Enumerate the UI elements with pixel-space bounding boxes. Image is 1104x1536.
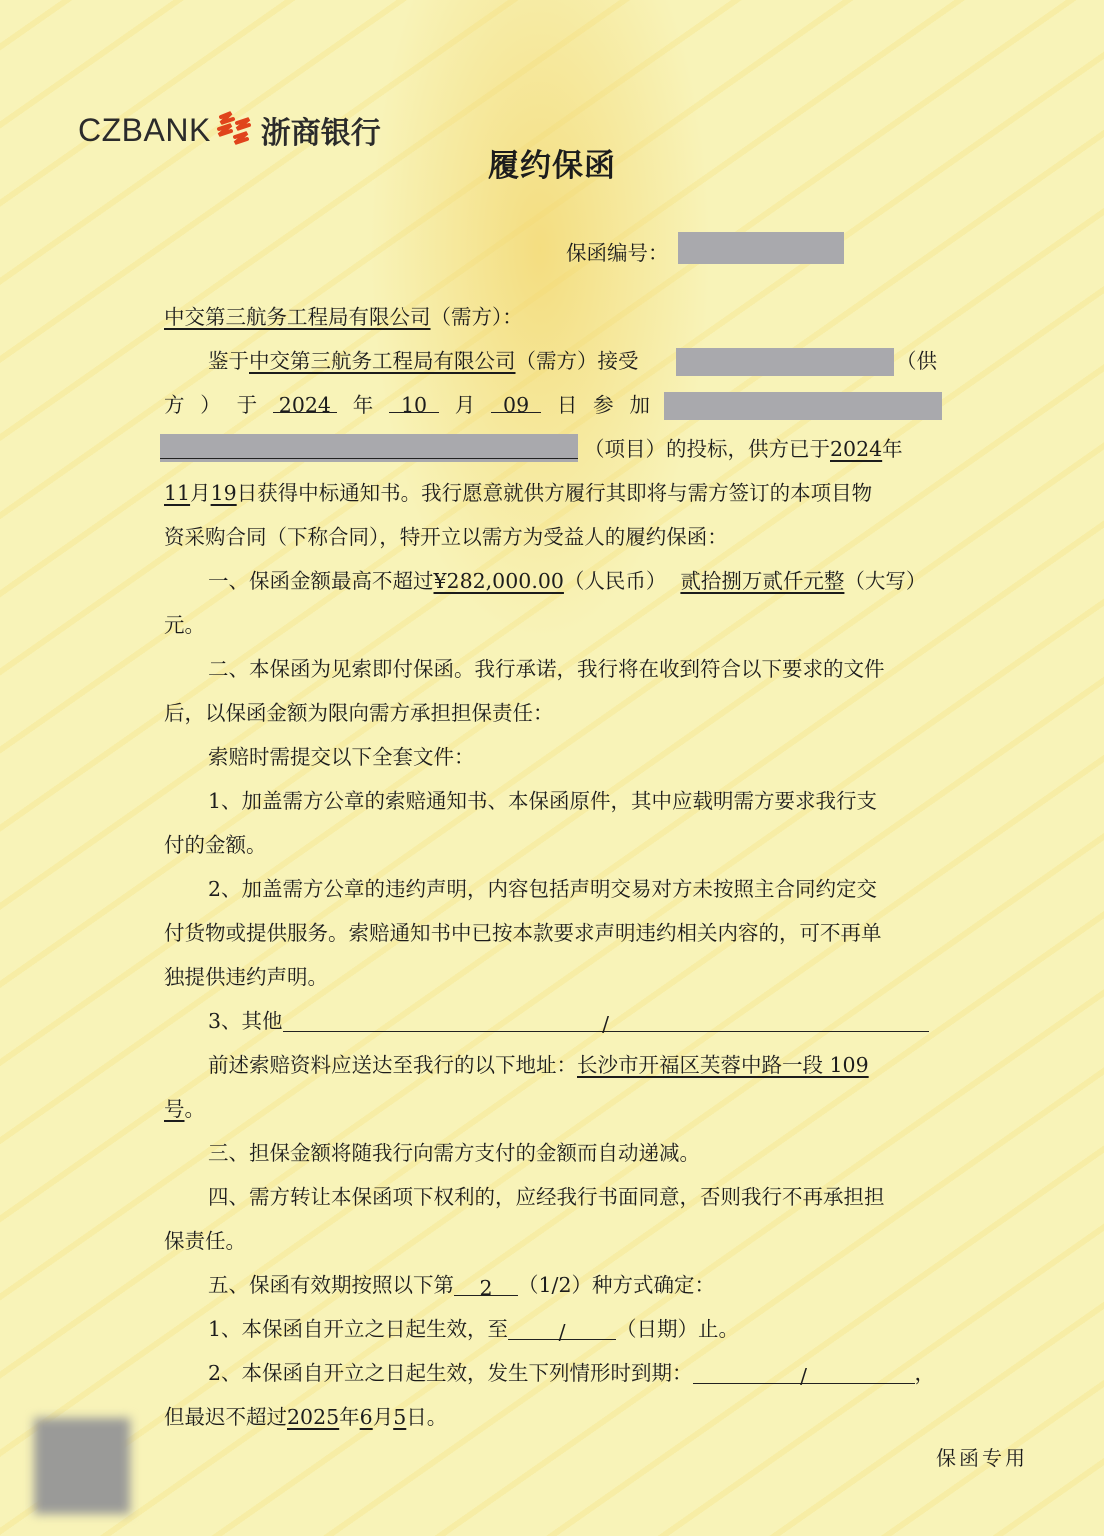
clause-text: 1、本保函自开立之日起生效，至 bbox=[208, 1317, 509, 1341]
validity-option-choice: 2 bbox=[454, 1273, 518, 1296]
clause-1-line-1 bbox=[208, 566, 936, 596]
clause-text: 。 bbox=[184, 1097, 205, 1121]
latest-expiry-month: 6 bbox=[359, 1405, 373, 1429]
clause-text: ， bbox=[914, 1361, 936, 1385]
claim-item-1-line-2: 付的金额。 bbox=[164, 833, 267, 857]
intro-text: （项目）的投标，供方已于 bbox=[584, 437, 830, 461]
supplier-suffix: （供 bbox=[896, 349, 937, 373]
clause-4-line-2: 保责任。 bbox=[164, 1229, 246, 1253]
clause-text: 2、本保函自开立之日起生效，发生下列情形时到期： bbox=[208, 1361, 693, 1385]
clause-text: （大写） bbox=[844, 569, 927, 593]
guarantee-amount: ¥282,000.00 bbox=[433, 569, 564, 593]
bid-year: 2024 bbox=[273, 390, 337, 413]
guarantee-number-label: 保函编号： bbox=[566, 241, 669, 265]
clause-text: 3、其他 bbox=[208, 1009, 283, 1033]
intro-text: 于 bbox=[236, 393, 258, 417]
address-line-1 bbox=[208, 1050, 936, 1080]
document-title: 履约保函 bbox=[488, 148, 616, 184]
claim-item-1-line-1: 1、加盖需方公章的索赔通知书、本保函原件，其中应载明需方要求我行支 bbox=[208, 789, 878, 813]
latest-expiry-year: 2025 bbox=[287, 1405, 340, 1429]
claim-item-2-line-1: 2、加盖需方公章的违约声明，内容包括声明交易对方未按照主合同约定交 bbox=[208, 877, 878, 901]
award-year: 2024 bbox=[830, 437, 883, 461]
intro-text: 月 bbox=[454, 393, 476, 417]
intro-text: 日 bbox=[556, 393, 578, 417]
intro-text: 月 bbox=[190, 481, 211, 505]
redacted-guarantee-number bbox=[678, 232, 844, 264]
clause-text: 前述索赔资料应送达至我行的以下地址： bbox=[208, 1053, 577, 1077]
clause-text: 日。 bbox=[406, 1405, 448, 1429]
clause-text: （日期）止。 bbox=[616, 1317, 740, 1341]
logo-english-text: CZBANK bbox=[78, 111, 211, 148]
clause-text: 月 bbox=[372, 1405, 394, 1429]
redacted-project-name-part-1 bbox=[664, 392, 942, 420]
intro-text: 方 bbox=[164, 393, 185, 417]
intro-text: 年 bbox=[882, 437, 903, 461]
address-line-2 bbox=[164, 1094, 936, 1124]
clause-text: 但最迟不超过 bbox=[164, 1405, 287, 1429]
claim-docs-intro: 索赔时需提交以下全套文件： bbox=[208, 745, 475, 769]
other-docs-blank: / bbox=[283, 1009, 929, 1032]
intro-text: 参 bbox=[593, 393, 614, 417]
claim-item-2-line-2: 付货物或提供服务。索赔通知书中已按本款要求声明违约相关内容的，可不再单 bbox=[164, 921, 882, 945]
expiry-condition: / bbox=[693, 1361, 915, 1384]
intro-line-5: 资采购合同（下称合同），特开立以需方为受益人的履约保函： bbox=[164, 525, 728, 549]
intro-line-2 bbox=[164, 390, 650, 420]
clause-text: （人民币） bbox=[563, 569, 667, 593]
addressee-role: （需方）： bbox=[430, 305, 523, 329]
intro-text: 日获得中标通知书。我行愿意就供方履行其即将与需方签订的本项目物 bbox=[236, 481, 873, 505]
claim-item-2-line-3: 独提供违约声明。 bbox=[164, 965, 328, 989]
clause-3: 三、担保金额将随我行向需方支付的金额而自动递减。 bbox=[208, 1141, 700, 1165]
addressee-line bbox=[164, 302, 936, 332]
latest-expiry-day: 5 bbox=[393, 1405, 407, 1429]
intro-text: 年 bbox=[352, 393, 374, 417]
clause-text: （1/2）种方式确定： bbox=[518, 1273, 715, 1297]
award-day: 19 bbox=[210, 481, 237, 505]
clause-text: 五、保函有效期按照以下第 bbox=[208, 1273, 454, 1297]
blurred-qr-code bbox=[34, 1418, 130, 1514]
intro-text: 鉴于 bbox=[208, 349, 249, 373]
clause-1-line-2: 元。 bbox=[164, 613, 205, 637]
bid-day: 09 bbox=[491, 390, 541, 413]
validity-option-2 bbox=[208, 1358, 936, 1388]
intro-text: （需方）接受 bbox=[515, 349, 639, 373]
intro-line-4 bbox=[164, 478, 936, 508]
validity-option-1 bbox=[208, 1314, 936, 1344]
project-underline bbox=[160, 458, 578, 459]
validity-end-date: / bbox=[508, 1317, 616, 1340]
clause-4-line-1: 四、需方转让本保函项下权利的，应经我行书面同意，否则我行不再承担担 bbox=[208, 1185, 885, 1209]
claim-item-3 bbox=[208, 1006, 936, 1036]
clause-text: 年 bbox=[339, 1405, 360, 1429]
addressee-company: 中交第三航务工程局有限公司 bbox=[164, 305, 431, 329]
buyer-company: 中交第三航务工程局有限公司 bbox=[249, 349, 516, 373]
guarantee-amount-words: 贰拾捌万贰仟元整 bbox=[680, 569, 845, 593]
latest-expiry-line bbox=[164, 1402, 936, 1432]
clause-2-line-2: 后，以保函金额为限向需方承担担保责任： bbox=[164, 701, 554, 725]
clause-5-line-1 bbox=[208, 1270, 936, 1300]
guarantee-seal-label: 保函专用 bbox=[936, 1446, 1028, 1470]
logo-chinese-text: 浙商银行 bbox=[260, 116, 381, 151]
award-month: 11 bbox=[164, 481, 191, 505]
clause-2-line-1: 二、本保函为见索即付保函。我行承诺，我行将在收到符合以下要求的文件 bbox=[208, 657, 885, 681]
intro-text: 加 bbox=[629, 393, 650, 417]
redacted-supplier-name bbox=[676, 348, 894, 376]
bid-month: 10 bbox=[389, 390, 439, 413]
intro-line-3 bbox=[584, 434, 936, 464]
clause-text: 一、保函金额最高不超过 bbox=[208, 569, 434, 593]
intro-text: ） bbox=[200, 393, 221, 417]
bank-address-end: 号 bbox=[164, 1097, 185, 1121]
bank-address: 长沙市开福区芙蓉中路一段 109 bbox=[577, 1053, 869, 1077]
